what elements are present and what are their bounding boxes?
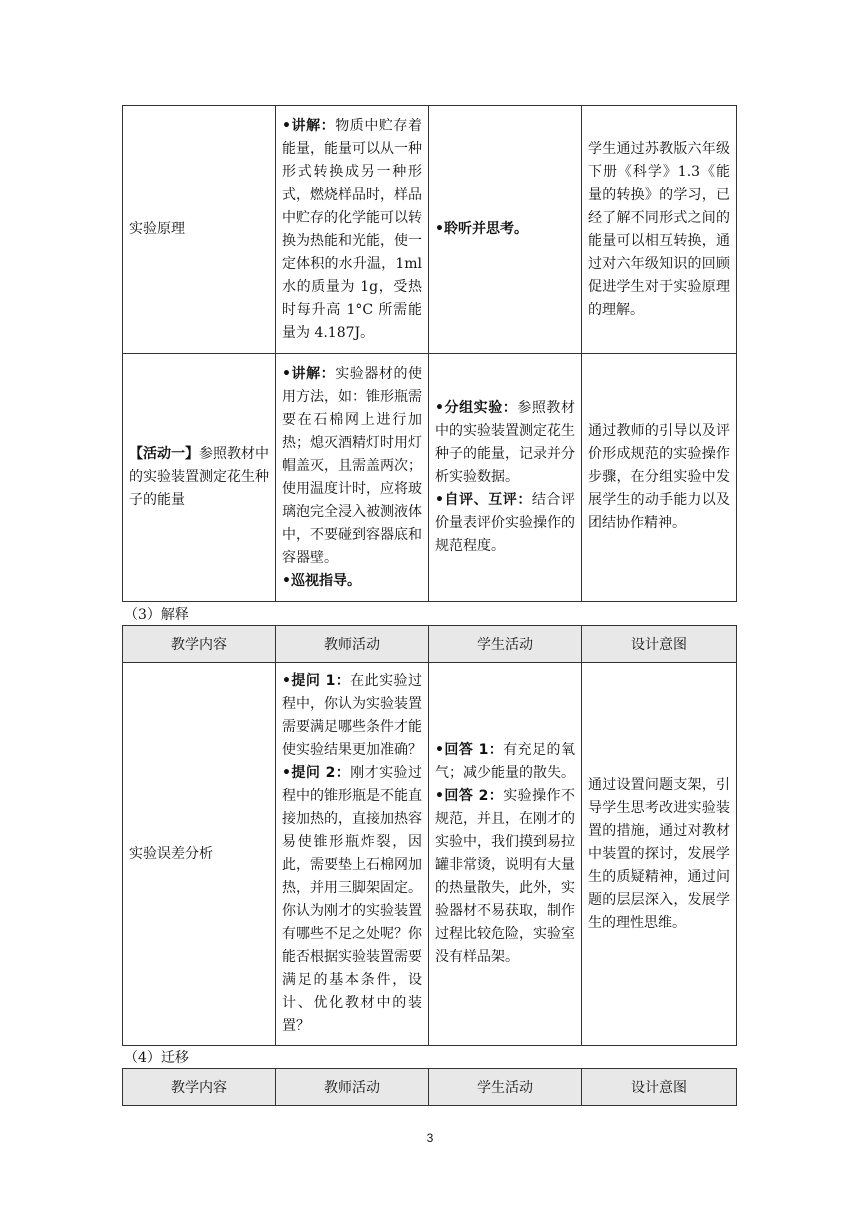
content-text: 实验原理: [129, 221, 185, 237]
student-cell: [429, 663, 582, 1046]
teacher-cell: [276, 354, 429, 602]
table-header-row: [123, 626, 737, 663]
page-number: 3: [426, 1131, 434, 1145]
teacher-item: •巡视指导。: [282, 572, 361, 589]
column-header: 学生活动: [429, 626, 582, 663]
table-header-row: [123, 1069, 737, 1106]
column-header: 设计意图: [582, 1069, 737, 1106]
table-row: [123, 354, 737, 602]
content-text: 【活动一】参照教材中的实验装置测定花生种子的能量: [129, 446, 269, 508]
lesson-table-continued: [122, 105, 737, 602]
column-header: 教师活动: [276, 626, 429, 663]
section-title: （3）解释: [124, 607, 189, 623]
table-row: [123, 106, 737, 354]
column-header: 教学内容: [123, 626, 276, 663]
intent-cell: [582, 354, 737, 602]
intent-text: 通过教师的引导以及评价形成规范的实验操作步骤，在分组实验中发展学生的动手能力以及团结协作精神。: [588, 423, 730, 531]
student-item: •回答 1：有充足的氧气；减少能量的散失。: [435, 742, 575, 781]
content-text: 实验误差分析: [129, 845, 213, 862]
teacher-item: •讲解：实验器材的使用方法，如：锥形瓶需要在石棉网上进行加热；熄灭酒精灯时用灯帽盖灭，且需盖两次；使用温度计时，应将玻璃泡完全浸入被测液体中，不要碰到容器底和容器壁。: [282, 365, 423, 566]
student-cell: [429, 106, 582, 354]
column-header: 学生活动: [429, 1069, 582, 1106]
content-cell: [123, 354, 276, 602]
column-header: 教师活动: [276, 1069, 429, 1106]
student-cell: [429, 354, 582, 602]
content-cell: [123, 663, 276, 1046]
table-row: [123, 663, 737, 1046]
intent-cell: [582, 106, 737, 354]
student-item: •回答 2：实验操作不规范，并且，在刚才的实验中，我们摸到易拉罐非常烫，说明有大量的热量散失，此外，实验器材不易获取，制作过程比较危险，实验室没有样品架。: [435, 788, 575, 965]
teacher-item: •提问 1：在此实验过程中，你认为实验装置需要满足哪些条件才能使实验结果更加准确？: [282, 673, 422, 758]
teacher-item: •讲解：物质中贮存着能量，能量可以从一种形式转换成另一种形式，燃烧样品时，样品中贮存的化学能可以转换为热能和光能，使一定体积的水升温，1ml 水的质量为 1g，受热时每升高 1°C 所需能量为 4.187J。: [282, 117, 423, 341]
student-item: •自评、互评：结合评价量表评价实验操作的规范程度。: [435, 492, 575, 554]
teacher-cell: [276, 106, 429, 354]
intent-text: 学生通过苏教版六年级下册《科学》1.3《能量的转换》的学习，已经了解不同形式之间的能量可以相互转换，通过对六年级知识的回顾促进学生对于实验原理的理解。: [588, 140, 730, 318]
student-item: •分组实验：参照教材中的实验装置测定花生种子的能量，记录并分析实验数据。: [435, 400, 575, 485]
intent-text: 通过设置问题支架，引导学生思考改进实验装置的措施，通过对教材中装置的探讨，发展学生的质疑精神，通过问题的层层深入，发展学生的理性思维。: [588, 776, 730, 931]
teacher-item: •提问 2：刚才实验过程中的锥形瓶是不能直接加热的，直接加热容易使锥形瓶炸裂，因此，需要垫上石棉网加热，并用三脚架固定。你认为刚才的实验装置有哪些不足之处呢？你能否根据实验装置需要满足的基本条件，设计、优化教材中的装置？: [282, 765, 422, 1034]
intent-cell: [582, 663, 737, 1046]
explanation-table: [122, 625, 737, 1046]
section-title: （4）迁移: [124, 1050, 189, 1066]
transfer-table: [122, 1068, 737, 1106]
student-item: •聆听并思考。: [435, 221, 528, 237]
column-header: 设计意图: [582, 626, 737, 663]
column-header: 教学内容: [123, 1069, 276, 1106]
content-cell: [123, 106, 276, 354]
teacher-cell: [276, 663, 429, 1046]
